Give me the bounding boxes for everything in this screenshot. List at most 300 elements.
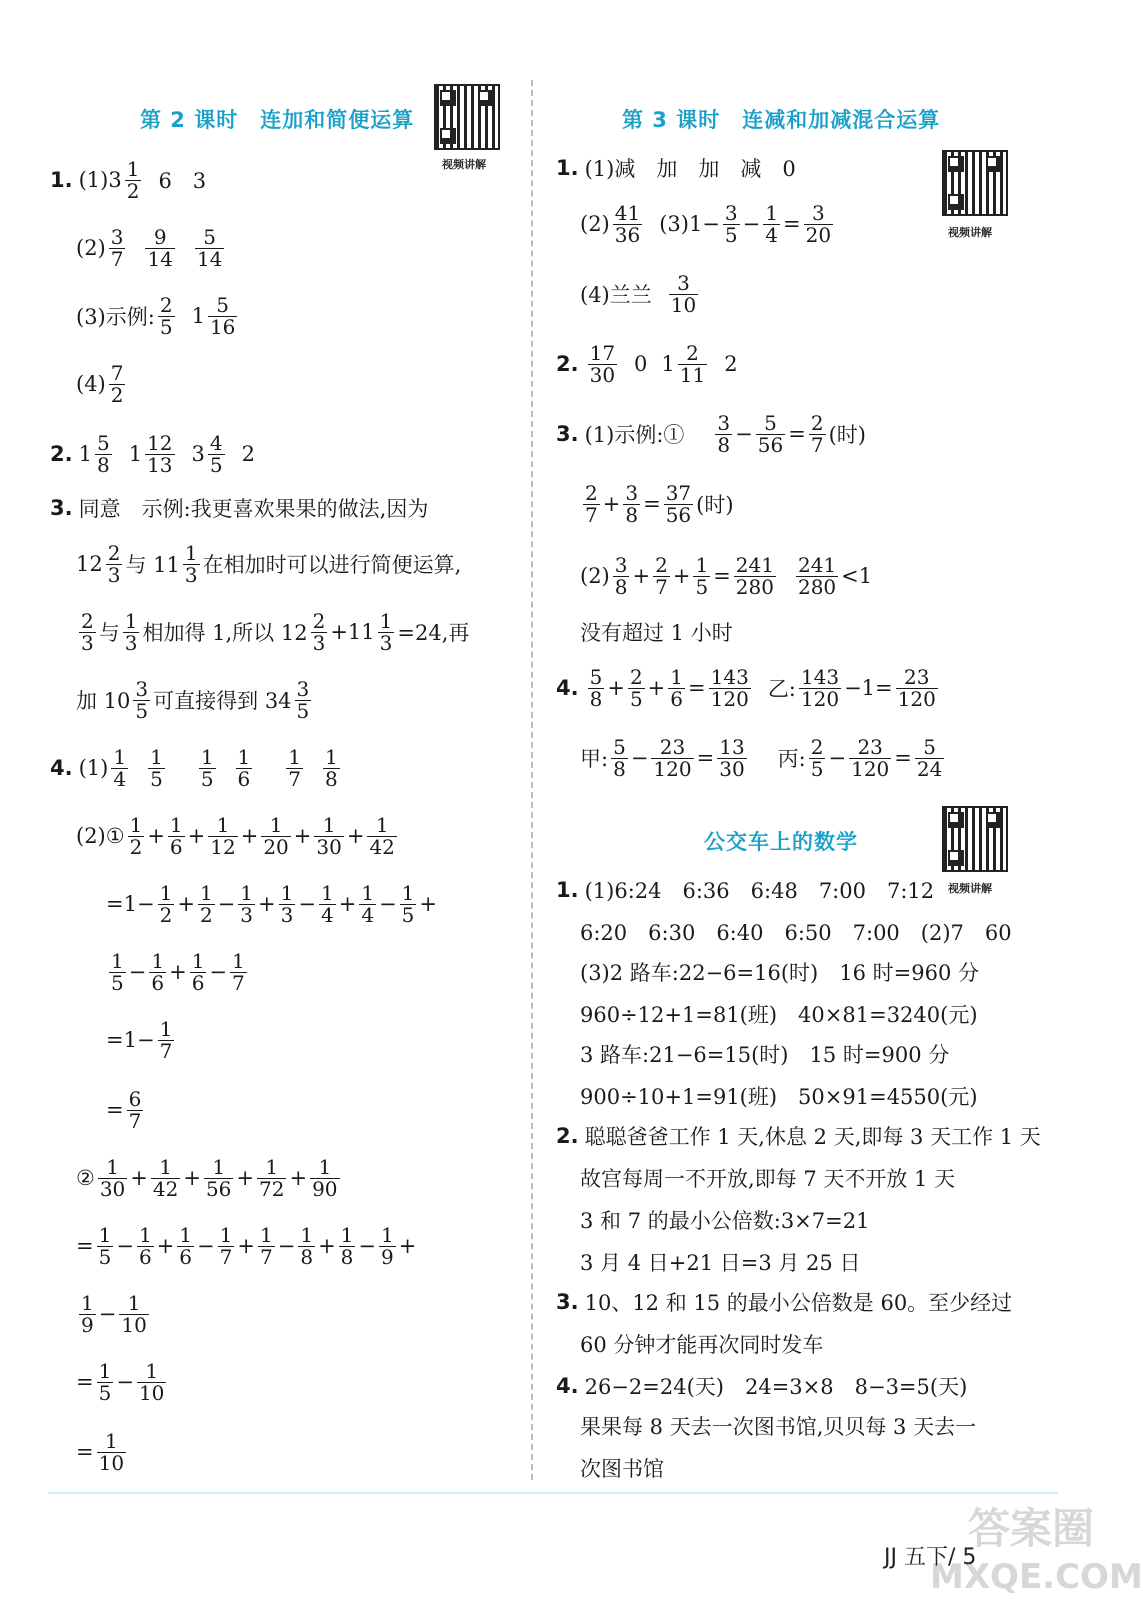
numerator: 7 — [110, 360, 124, 385]
fraction — [148, 744, 165, 791]
text: +11 — [330, 620, 375, 644]
denominator: 3 — [280, 902, 294, 927]
math-symbol: 26−2=24(天) 24=3×8 8−3=5(天) — [584, 1375, 968, 1399]
fraction — [653, 552, 670, 599]
math-symbol: = — [688, 676, 706, 700]
math-symbol: 果果每 8 天去一次图书馆,贝贝每 3 天去一 — [580, 1415, 977, 1439]
math-symbol: + — [169, 960, 187, 984]
right-q1-part2 — [580, 194, 836, 254]
left-q4-eq7 — [76, 1216, 416, 1276]
numerator: 3 — [110, 224, 124, 249]
math-symbol: 1 — [123, 892, 137, 916]
fraction — [177, 1222, 194, 1269]
numerator: 2 — [810, 734, 824, 759]
denominator: 5 — [98, 1244, 112, 1269]
denominator: 10 — [670, 292, 697, 317]
math-symbol: <1 — [841, 564, 873, 588]
numerator: 3 — [724, 200, 738, 225]
fraction — [158, 292, 175, 339]
math-symbol: + — [289, 1166, 308, 1190]
math-symbol: − — [277, 1234, 296, 1258]
fraction — [208, 812, 237, 859]
fraction — [379, 1222, 396, 1269]
math-symbol: = — [643, 492, 661, 516]
left-q4-eq6 — [76, 1148, 343, 1208]
fraction — [613, 552, 630, 599]
math-symbol: − — [358, 1234, 377, 1258]
numerator: 3 — [811, 200, 825, 225]
fraction — [195, 224, 224, 271]
math-symbol: + — [346, 824, 365, 848]
math-symbol: − — [735, 422, 753, 446]
denominator: 56 — [205, 1176, 232, 1201]
numerator: 1 — [151, 948, 165, 973]
denominator: 5 — [296, 698, 310, 723]
fraction — [137, 1222, 154, 1269]
math-symbol: (时) — [828, 423, 866, 447]
text: (1)示例:① — [584, 423, 685, 447]
numerator: 2 — [81, 608, 94, 633]
math-symbol: + — [647, 676, 666, 700]
fraction — [79, 608, 96, 655]
denominator: 3 — [240, 902, 254, 927]
numerator: 5 — [613, 734, 626, 759]
math-symbol: + — [236, 1166, 255, 1190]
numerator: 1 — [159, 1016, 173, 1041]
fraction — [310, 1154, 339, 1201]
right-section-title: 第 3 课时 连减和加减混合运算 — [622, 108, 941, 132]
denominator: 6 — [237, 766, 251, 791]
numerator: 5 — [203, 224, 217, 249]
math-symbol: − — [742, 212, 761, 236]
fraction — [756, 410, 785, 457]
text: (1)3 — [78, 168, 122, 192]
denominator: 5 — [209, 452, 223, 477]
math-symbol: + — [240, 824, 259, 848]
math-symbol: − — [136, 1028, 155, 1052]
question-number: 3. — [50, 496, 73, 520]
column-divider — [531, 80, 533, 1480]
text: =24,再 — [397, 621, 470, 645]
numerator: 1 — [219, 1222, 233, 1247]
watermark: 答案圈 — [968, 1504, 1095, 1553]
fraction — [298, 1222, 315, 1269]
denominator: 7 — [159, 1038, 173, 1063]
right-q4-part1 — [556, 658, 941, 718]
bus-section-title: 公交车上的数学 — [704, 830, 858, 854]
bus-q4-line3 — [580, 1438, 664, 1498]
fraction — [106, 540, 123, 587]
numerator: 1 — [320, 880, 334, 905]
math-symbol: − — [630, 746, 649, 770]
numerator: 1 — [111, 948, 124, 973]
numerator: 1 — [765, 200, 778, 225]
right-q1-part4 — [580, 264, 701, 324]
denominator: 6 — [191, 970, 205, 995]
fraction — [588, 340, 617, 387]
numerator: 1 — [159, 880, 173, 905]
numerator: 3 — [625, 480, 639, 505]
fraction — [208, 292, 237, 339]
qr-caption: 视频讲解 — [442, 158, 486, 171]
numerator: 17 — [589, 340, 616, 365]
numerator: 2 — [107, 540, 121, 565]
math-symbol: 0 — [634, 352, 648, 376]
left-q1-part3 — [76, 286, 240, 346]
numerator: 3 — [677, 270, 690, 295]
denominator: 120 — [710, 686, 749, 711]
math-symbol: − — [136, 892, 155, 916]
text: (3)1− — [659, 212, 720, 236]
numerator: 1 — [216, 812, 230, 837]
denominator: 13 — [147, 452, 173, 477]
fraction — [128, 812, 145, 859]
denominator: 5 — [200, 766, 214, 791]
text: (2) — [580, 212, 610, 236]
numerator: 1 — [212, 1154, 226, 1179]
numerator: 13 — [719, 734, 745, 759]
left-q4-eq9 — [76, 1352, 169, 1412]
fraction — [613, 200, 642, 247]
math-symbol: 900÷10+1=91(班) 50×91=4550(元) — [580, 1085, 978, 1109]
math-symbol: + — [183, 1166, 201, 1190]
text: (4)兰兰 — [580, 283, 652, 307]
math-symbol: (时) — [696, 493, 734, 517]
denominator: 7 — [110, 246, 124, 271]
numerator: 2 — [159, 292, 173, 317]
left-q1-part1 — [50, 150, 206, 210]
denominator: 2 — [110, 382, 124, 407]
fraction — [183, 540, 200, 587]
math-symbol: 聪聪爸爸工作 1 天,休息 2 天,即每 3 天工作 1 天 — [584, 1125, 1041, 1149]
math-symbol: − — [197, 1234, 215, 1258]
numerator: 1 — [127, 1290, 141, 1315]
denominator: 56 — [757, 432, 784, 457]
numerator: 23 — [659, 734, 686, 759]
fraction — [137, 1358, 166, 1405]
question-number: 4. — [556, 676, 579, 700]
text: 2 — [241, 442, 256, 466]
denominator: 20 — [263, 834, 289, 859]
fraction — [314, 812, 343, 859]
denominator: 120 — [851, 756, 890, 781]
left-q4-eq4 — [106, 1010, 177, 1070]
text: 1 — [128, 442, 143, 466]
numerator: 12 — [147, 430, 173, 455]
math-symbol: 乙: — [767, 677, 796, 701]
numerator: 41 — [614, 200, 641, 225]
numerator: 5 — [589, 664, 603, 689]
fraction — [311, 608, 328, 655]
denominator: 6 — [169, 834, 183, 859]
denominator: 9 — [81, 1312, 94, 1337]
numerator: 23 — [904, 664, 930, 689]
qr-caption: 视频讲解 — [948, 226, 992, 239]
denominator: 3 — [107, 562, 121, 587]
fraction — [611, 734, 628, 781]
qr-caption: 视频讲解 — [948, 882, 992, 895]
math-symbol: + — [672, 564, 691, 588]
text: 加 10 — [76, 689, 131, 713]
text: 同意 示例:我更喜欢果果的做法,因为 — [78, 497, 429, 521]
fraction — [583, 480, 600, 527]
footer-rule — [48, 1492, 1058, 1494]
numerator: 1 — [200, 744, 214, 769]
fraction — [151, 1154, 180, 1201]
fraction — [339, 1222, 356, 1269]
fraction — [717, 734, 746, 781]
denominator: 3 — [379, 630, 393, 655]
denominator: 6 — [670, 686, 684, 711]
fraction — [279, 880, 296, 927]
denominator: 8 — [340, 1244, 354, 1269]
math-symbol: + — [318, 1234, 336, 1258]
numerator: 1 — [375, 812, 389, 837]
denominator: 8 — [589, 686, 603, 711]
denominator: 5 — [695, 574, 709, 599]
question-number: 3. — [556, 1290, 579, 1314]
denominator: 8 — [300, 1244, 314, 1269]
fraction — [400, 880, 417, 927]
math-symbol: + — [156, 1234, 175, 1258]
left-q4-eq8 — [76, 1284, 152, 1344]
text: 相加得 1,所以 12 — [142, 621, 308, 645]
fraction — [796, 552, 838, 599]
numerator: 1 — [126, 156, 140, 181]
qr-code-icon[interactable] — [942, 150, 1008, 216]
fraction — [734, 552, 776, 599]
right-q1-part1 — [556, 138, 796, 198]
denominator: 7 — [219, 1244, 233, 1269]
text: 1 — [78, 442, 92, 466]
math-symbol: + — [602, 492, 621, 516]
numerator: 1 — [379, 608, 393, 633]
denominator: 42 — [369, 834, 395, 859]
denominator: 4 — [361, 902, 375, 927]
numerator: 1 — [322, 812, 336, 837]
denominator: 120 — [800, 686, 840, 711]
denominator: 12 — [210, 834, 236, 859]
right-q3-part3 — [580, 546, 872, 606]
numerator: 9 — [153, 224, 167, 249]
fraction — [323, 744, 340, 791]
numerator: 23 — [857, 734, 883, 759]
left-q4-eq3 — [106, 942, 250, 1002]
numerator: 1 — [199, 880, 213, 905]
question-number: 4. — [50, 756, 73, 780]
fraction — [809, 410, 826, 457]
numerator: 2 — [585, 480, 598, 505]
numerator: 1 — [159, 1154, 172, 1179]
math-symbol: 故宫每周一不开放,即每 7 天不开放 1 天 — [580, 1167, 956, 1191]
math-symbol: + — [293, 824, 312, 848]
fraction — [261, 812, 290, 859]
denominator: 8 — [614, 574, 628, 599]
denominator: 10 — [121, 1312, 147, 1337]
text: (4) — [76, 372, 106, 396]
numerator: 1 — [269, 812, 283, 837]
left-q3-line4 — [76, 670, 314, 730]
left-q1-part4 — [76, 354, 128, 414]
math-symbol: = — [106, 1028, 124, 1052]
math-symbol: + — [130, 1166, 148, 1190]
math-symbol: − — [98, 1302, 117, 1326]
fraction — [257, 1154, 286, 1201]
numerator: 1 — [401, 880, 415, 905]
numerator: 1 — [240, 880, 254, 905]
numerator: 1 — [288, 744, 302, 769]
qr-code-icon[interactable] — [434, 84, 500, 150]
fraction — [123, 608, 140, 655]
math-symbol: − — [298, 892, 316, 916]
fraction — [693, 552, 710, 599]
math-symbol: + — [258, 892, 276, 916]
numerator: 5 — [764, 410, 777, 435]
right-q4-part2 — [580, 728, 947, 788]
denominator: 7 — [810, 432, 824, 457]
math-symbol: 1 — [123, 1028, 137, 1052]
denominator: 8 — [325, 766, 338, 791]
numerator: 3 — [296, 676, 310, 701]
math-symbol: (3)2 路车:22−6=16(时) 16 时=960 分 — [580, 961, 979, 985]
math-symbol: − — [217, 892, 236, 916]
math-symbol: − — [128, 960, 147, 984]
math-symbol: = — [76, 1234, 94, 1258]
denominator: 5 — [150, 766, 163, 791]
denominator: 5 — [810, 756, 824, 781]
denominator: 7 — [128, 1108, 142, 1133]
numerator: 3 — [614, 552, 628, 577]
numerator: 6 — [128, 1086, 142, 1111]
denominator: 7 — [232, 970, 245, 995]
denominator: 30 — [589, 362, 616, 387]
numerator: 4 — [209, 430, 223, 455]
denominator: 120 — [897, 686, 936, 711]
denominator: 3 — [184, 562, 198, 587]
fraction — [849, 734, 891, 781]
denominator: 7 — [585, 502, 598, 527]
question-number: 4. — [556, 1374, 579, 1398]
fraction — [79, 1290, 96, 1337]
denominator: 5 — [98, 1380, 112, 1405]
fraction — [109, 224, 126, 271]
numerator: 5 — [216, 292, 230, 317]
denominator: 56 — [665, 502, 692, 527]
math-symbol: = — [782, 212, 801, 236]
numerator: 143 — [800, 664, 840, 689]
fraction — [628, 664, 645, 711]
numerator: 1 — [98, 1222, 112, 1247]
denominator: 30 — [99, 1176, 126, 1201]
math-symbol: = — [76, 1440, 94, 1464]
text: 在相加时可以进行简便运算, — [202, 553, 462, 577]
denominator: 2 — [159, 902, 173, 927]
denominator: 3 — [81, 630, 94, 655]
left-q4-eq10 — [76, 1422, 129, 1482]
numerator: 5 — [923, 734, 936, 759]
fraction — [295, 676, 312, 723]
question-number: 2. — [556, 1124, 579, 1148]
fraction — [133, 676, 150, 723]
denominator: 2 — [199, 902, 213, 927]
math-symbol: 1 — [661, 352, 675, 376]
question-number: 2. — [50, 442, 73, 466]
numerator: 1 — [113, 744, 127, 769]
denominator: 4 — [765, 222, 778, 247]
fraction — [238, 880, 255, 927]
math-symbol: 丙: — [777, 747, 806, 771]
numerator: 1 — [98, 1358, 112, 1383]
fraction — [668, 664, 685, 711]
fraction — [669, 270, 698, 317]
denominator: 5 — [401, 902, 415, 927]
math-symbol: 3 月 4 日+21 日=3 月 25 日 — [580, 1251, 861, 1275]
question-number: 1. — [50, 168, 73, 192]
numerator: 2 — [686, 340, 699, 365]
math-symbol: = — [788, 422, 806, 446]
fraction — [623, 480, 640, 527]
denominator: 5 — [111, 970, 124, 995]
denominator: 280 — [797, 574, 837, 599]
fraction — [111, 744, 128, 791]
text: ② — [76, 1166, 95, 1190]
fraction — [109, 948, 126, 995]
question-number: 2. — [556, 352, 579, 376]
question-number: 1. — [556, 878, 579, 902]
fraction — [809, 734, 826, 781]
math-symbol: = — [894, 746, 912, 770]
denominator: 24 — [916, 756, 943, 781]
right-q3-part4 — [580, 602, 733, 662]
math-symbol: = — [696, 746, 715, 770]
fraction — [95, 430, 112, 477]
qr-code-icon[interactable] — [942, 806, 1008, 872]
left-q3-line3 — [76, 602, 469, 662]
left-section-title: 第 2 课时 连加和简便运算 — [140, 108, 415, 132]
denominator: 7 — [259, 1244, 273, 1269]
denominator: 5 — [629, 686, 643, 711]
fraction — [378, 608, 395, 655]
denominator: 36 — [614, 222, 641, 247]
fraction — [319, 880, 336, 927]
math-symbol: − — [116, 1234, 134, 1258]
right-q3-part2 — [580, 474, 734, 534]
fraction — [97, 1428, 126, 1475]
denominator: 30 — [719, 756, 745, 781]
math-symbol: + — [398, 1234, 417, 1258]
fraction — [763, 200, 780, 247]
numerator: 1 — [106, 1154, 119, 1179]
fraction — [799, 664, 841, 711]
denominator: 16 — [209, 314, 236, 339]
math-symbol: − — [379, 892, 397, 916]
left-q4-part1 — [50, 738, 343, 798]
denominator: 8 — [613, 756, 626, 781]
denominator: 14 — [196, 246, 223, 271]
math-symbol: = — [106, 1098, 124, 1122]
math-symbol: − — [116, 1370, 134, 1394]
question-number: 1. — [556, 156, 579, 180]
fraction — [230, 948, 247, 995]
fraction — [145, 430, 174, 477]
fraction — [664, 480, 693, 527]
text: (1) — [78, 756, 109, 780]
math-symbol: + — [632, 564, 651, 588]
math-symbol: − — [828, 746, 847, 770]
left-q2 — [50, 424, 255, 484]
math-symbol: + — [187, 824, 206, 848]
fraction — [97, 1222, 114, 1269]
